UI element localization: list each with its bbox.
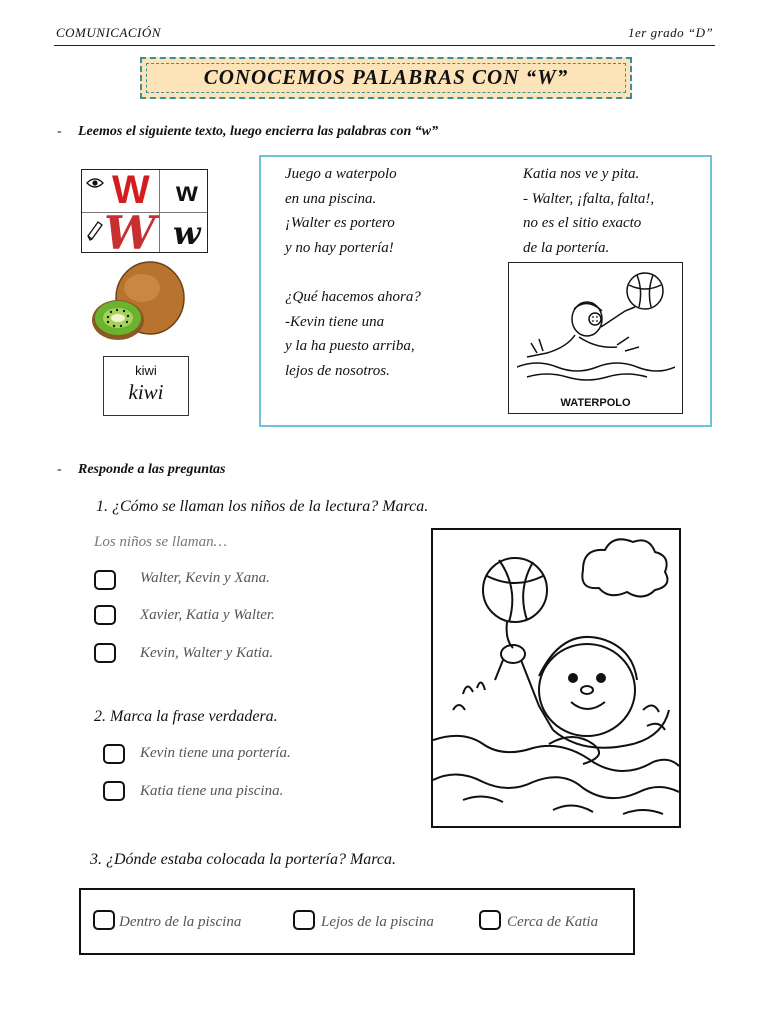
poem-line: en una piscina. bbox=[285, 190, 377, 207]
poem-line: y la ha puesto arriba, bbox=[285, 338, 415, 354]
grid-divider-vertical bbox=[159, 170, 160, 252]
q1-option-2-label: Xavier, Katia y Walter. bbox=[140, 607, 275, 623]
poem-line: Juego a waterpolo bbox=[285, 166, 397, 182]
poem-line: Katia nos ve y pita. bbox=[523, 166, 640, 182]
waterpolo-caption: WATERPOLO bbox=[560, 397, 631, 409]
q3-option-2-label: Lejos de la piscina bbox=[321, 914, 434, 930]
poem-line: lejos de nosotros. bbox=[285, 362, 390, 379]
q1-option-1-label: Walter, Kevin y Xana. bbox=[140, 570, 270, 586]
question-3-text: 3. ¿Dónde estaba colocada la portería? Marca. bbox=[90, 851, 397, 868]
poem-line: no es el sitio exacto bbox=[523, 215, 642, 231]
letter-lower-script: w bbox=[173, 214, 201, 252]
question-3-options-box bbox=[79, 888, 635, 955]
letter-lower-print: w bbox=[176, 176, 198, 207]
poem-line: ¿Qué hacemos ahora? bbox=[285, 289, 421, 305]
q3-option-1-label: Dentro de la piscina bbox=[119, 914, 242, 930]
poem-stanza-3 bbox=[523, 162, 654, 260]
waterpolo-image-frame bbox=[508, 262, 683, 414]
poem-line: de la portería. bbox=[523, 239, 610, 256]
q1-option-1-checkbox[interactable] bbox=[94, 570, 116, 590]
title-banner bbox=[140, 57, 632, 99]
letter-upper-print: W bbox=[112, 168, 150, 212]
header-subject: COMUNICACIÓN bbox=[56, 25, 161, 40]
instruction-1: Leemos el siguiente texto, luego encierra las palabras con “w” bbox=[78, 124, 439, 139]
q2-option-2-checkbox[interactable] bbox=[103, 781, 125, 801]
eye-icon bbox=[86, 176, 104, 190]
reading-text-box bbox=[259, 155, 712, 427]
kiwi-word-card bbox=[103, 356, 189, 416]
q3-option-3-label: Cerca de Katia bbox=[507, 914, 599, 930]
boy-with-ball-drawing bbox=[433, 530, 679, 826]
q2-option-1-label: Kevin tiene una portería. bbox=[140, 745, 291, 761]
page-title: CONOCEMOS PALABRAS CON “W” bbox=[203, 65, 569, 89]
kiwi-print-word: kiwi bbox=[135, 363, 157, 378]
question-1-text: 1. ¿Cómo se llaman los niños de la lectura? Marca. bbox=[96, 498, 429, 515]
poem-stanza-2 bbox=[285, 285, 421, 383]
q1-option-3-checkbox[interactable] bbox=[94, 643, 116, 663]
waterpolo-drawing bbox=[517, 267, 675, 389]
kiwi-script-word: kiwi bbox=[128, 380, 164, 404]
kiwi-fruit-image bbox=[90, 260, 190, 348]
letter-upper-script: W bbox=[104, 206, 156, 260]
q1-option-2-checkbox[interactable] bbox=[94, 605, 116, 625]
q3-option-1-checkbox[interactable] bbox=[93, 910, 115, 930]
q3-option-3-checkbox[interactable] bbox=[479, 910, 501, 930]
question-1-lead: Los niños se llaman… bbox=[94, 534, 227, 550]
q2-option-2-label: Katia tiene una piscina. bbox=[140, 783, 284, 799]
poem-line: y no hay portería! bbox=[285, 239, 394, 256]
instruction-2-dash: - bbox=[57, 462, 62, 477]
instruction-2: Responde a las preguntas bbox=[78, 462, 226, 477]
header-grade: 1er grado “D” bbox=[628, 25, 714, 40]
instruction-1-dash: - bbox=[57, 124, 62, 139]
q1-option-3-label: Kevin, Walter y Katia. bbox=[140, 645, 274, 661]
pencil-icon bbox=[86, 220, 104, 242]
letter-grid bbox=[81, 168, 208, 260]
q3-option-2-checkbox[interactable] bbox=[293, 910, 315, 930]
poem-line: - Walter, ¡falta, falta!, bbox=[523, 190, 655, 207]
poem-line: ¡Walter es portero bbox=[285, 215, 395, 231]
poem-stanza-1 bbox=[285, 162, 397, 260]
q2-option-1-checkbox[interactable] bbox=[103, 744, 125, 764]
boy-image-frame bbox=[431, 528, 681, 828]
question-2-text: 2. Marca la frase verdadera. bbox=[94, 708, 278, 725]
header-divider bbox=[54, 45, 715, 46]
poem-line: -Kevin tiene una bbox=[285, 313, 385, 330]
